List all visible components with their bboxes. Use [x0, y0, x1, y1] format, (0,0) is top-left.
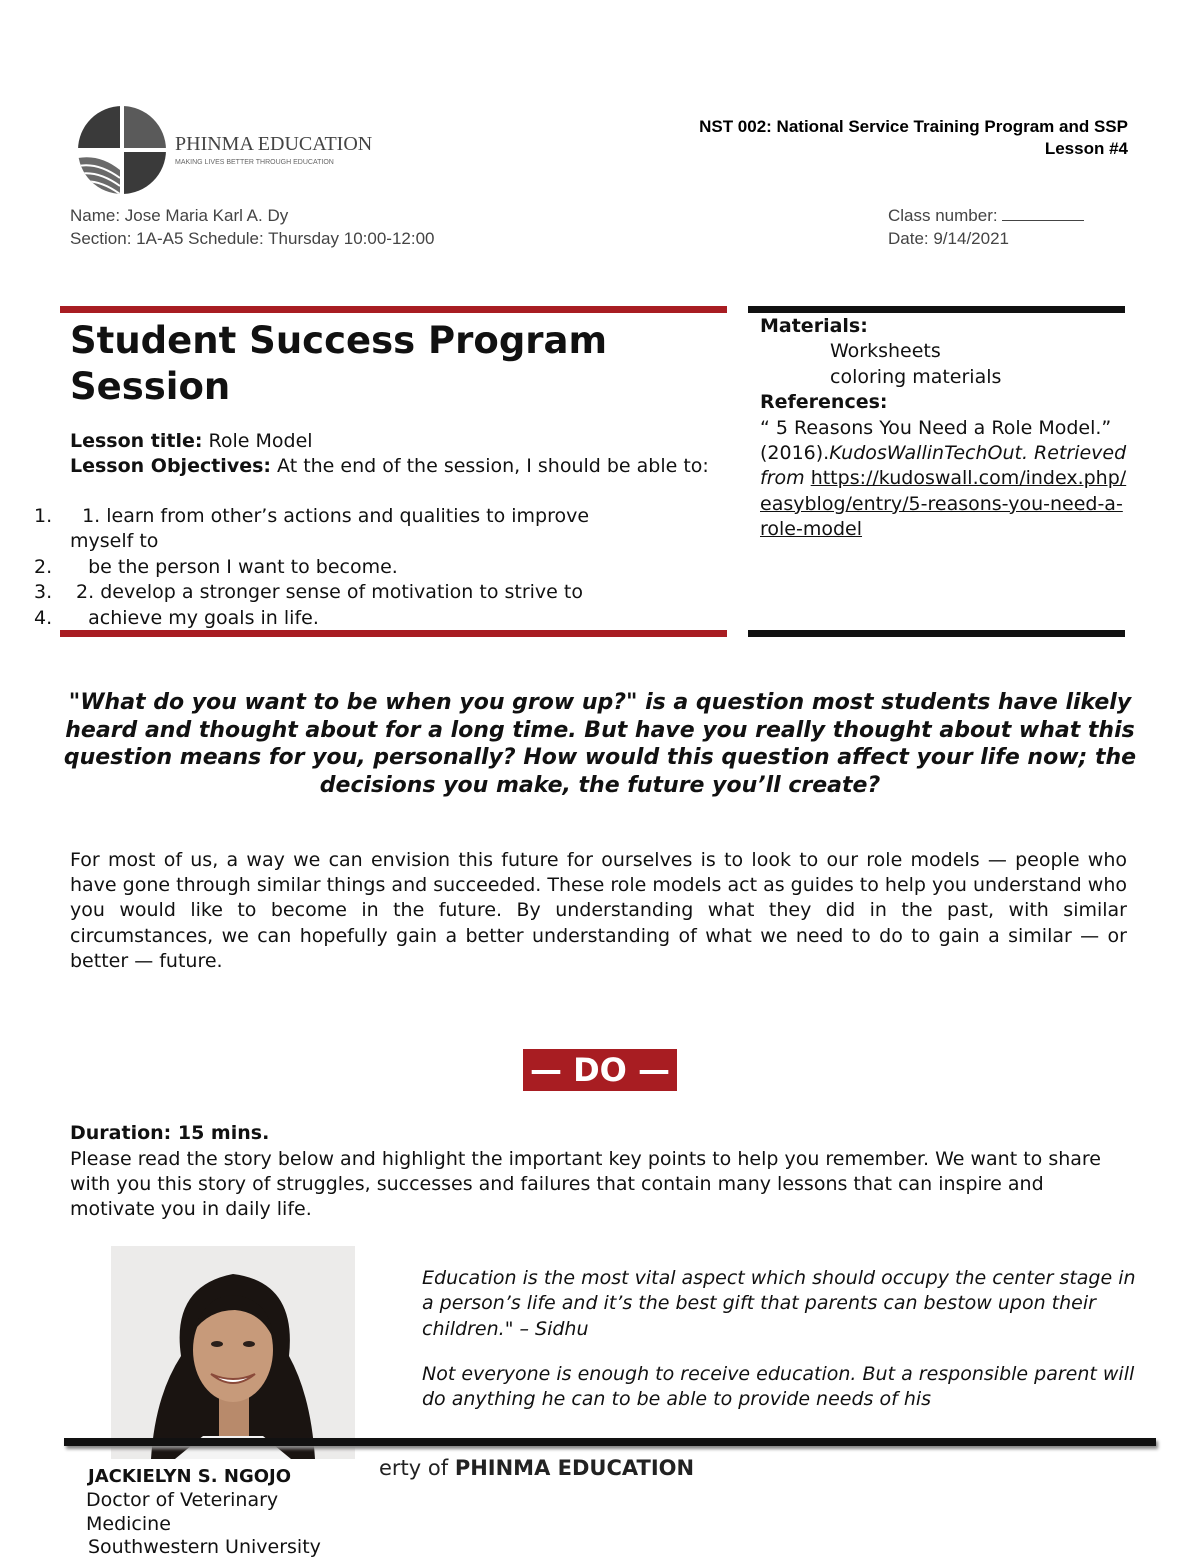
objective-line: 1. 1. learn from other’s actions and qualities to improve: [34, 505, 590, 527]
list-number: 4.: [34, 607, 53, 629]
lesson-box-top-rule: [60, 306, 727, 313]
session-title: Student Success Program Session: [70, 319, 608, 408]
do-banner: — DO —: [523, 1049, 677, 1091]
list-number: 1.: [34, 505, 53, 527]
story-paragraph: Not everyone is enough to receive education. But a responsible parent will do anything he can to be able to provide needs of his: [422, 1363, 1135, 1411]
materials-label: Materials:: [760, 315, 868, 337]
section-schedule: Section: 1A-A5 Schedule: Thursday 10:00-12:00: [70, 229, 435, 248]
materials-references: [760, 314, 1130, 543]
logo-tagline: MAKING LIVES BETTER THROUGH EDUCATION: [175, 159, 334, 166]
references-label: References:: [760, 391, 888, 414]
intro-question: "What do you want to be when you grow up?" is a question most students have likely heard and thought about for a long time. But have you really thought about what this question means for you, personally? How would this question affect your life now; the decisions you make, the future you’ll create?: [63, 690, 1137, 798]
story-quote: Education is the most vital aspect which should occupy the center stage in a person’s life and it’s the best gift that parents can bestow upon their children." – Sidhu: [422, 1267, 1136, 1340]
date: Date: 9/14/2021: [888, 229, 1009, 248]
lesson-objectives: [70, 454, 720, 479]
phinma-logo-mark: [76, 104, 376, 196]
intro-paragraph: For most of us, a way we can envision this future for ourselves is to look to our role models — people who have gone through similar things and succeeded. These role models act as guides to help you understand who you would like to become in the future. By understanding what they did in the past, with similar circumstances, we can hopefully gain a better understanding of what we need to do to gain a similar — or better — future.: [70, 849, 1127, 972]
footer-brand: PHINMA EDUCATION: [454, 1456, 695, 1480]
profile-role: Doctor of Veterinary Medicine: [86, 1489, 279, 1535]
objective-line: 4. achieve my goals in life.: [34, 607, 319, 629]
lesson-objectives-label: Lesson Objectives:: [70, 455, 271, 477]
lesson-objectives-intro: At the end of the session, I should be able to:: [271, 455, 709, 477]
logo-name: PHINMA EDUCATION: [175, 133, 373, 155]
material-item: coloring materials: [830, 365, 1002, 388]
lesson-title: [70, 429, 313, 454]
materials-box-top-rule: [748, 306, 1125, 313]
reference-link[interactable]: https://kudoswall.com/index.php/easyblog/entry/5-reasons-you-need-a-role-model: [760, 467, 1127, 541]
portrait-image: [111, 1246, 355, 1459]
objective-line: 3. 2. develop a stronger sense of motivation to strive to: [34, 581, 583, 603]
profile-photo: [111, 1246, 355, 1459]
list-number: 2.: [34, 556, 53, 578]
footer-rule: [64, 1438, 1156, 1446]
material-item: Worksheets: [830, 340, 941, 363]
lesson-title-value: Role Model: [202, 430, 313, 452]
list-number: 3.: [34, 581, 53, 603]
class-number-label: Class number:: [888, 206, 1003, 225]
footer-prefix: erty of: [379, 1456, 455, 1480]
phinma-logo: [76, 104, 376, 196]
objective-line: 2. be the person I want to become.: [34, 556, 398, 578]
do-instructions: Please read the story below and highlight the important key points to help you remember. We want to share with you this story of struggles, successes and failures that contain many lessons that can inspire and motivate you in daily life.: [70, 1148, 1101, 1221]
lesson-title-label: Lesson title:: [70, 430, 203, 452]
duration: Duration: 15 mins.: [70, 1122, 270, 1144]
profile-name: JACKIELYN S. NGOJO: [88, 1466, 292, 1487]
materials-box-bottom-rule: [748, 630, 1125, 637]
profile-school: Southwestern University: [88, 1536, 321, 1558]
lesson-box-bottom-rule: [60, 630, 727, 637]
student-name: Name: Jose Maria Karl A. Dy: [70, 206, 289, 225]
reference-source: KudosWallinTechOut.: [829, 442, 1028, 465]
reference-entry: [760, 416, 1130, 543]
footer-text: [379, 1456, 694, 1480]
class-number: [888, 206, 1084, 226]
objective-line: myself to: [70, 530, 159, 552]
lesson-number: Lesson #4: [1044, 139, 1128, 158]
course-title: NST 002: National Service Training Program and SSP: [699, 117, 1128, 136]
class-number-blank[interactable]: [1002, 206, 1084, 221]
reference-retrieved: Retrieved from: [760, 442, 1127, 490]
reference-text: “ 5 Reasons You Need a Role Model.” (2016).: [760, 416, 1112, 465]
